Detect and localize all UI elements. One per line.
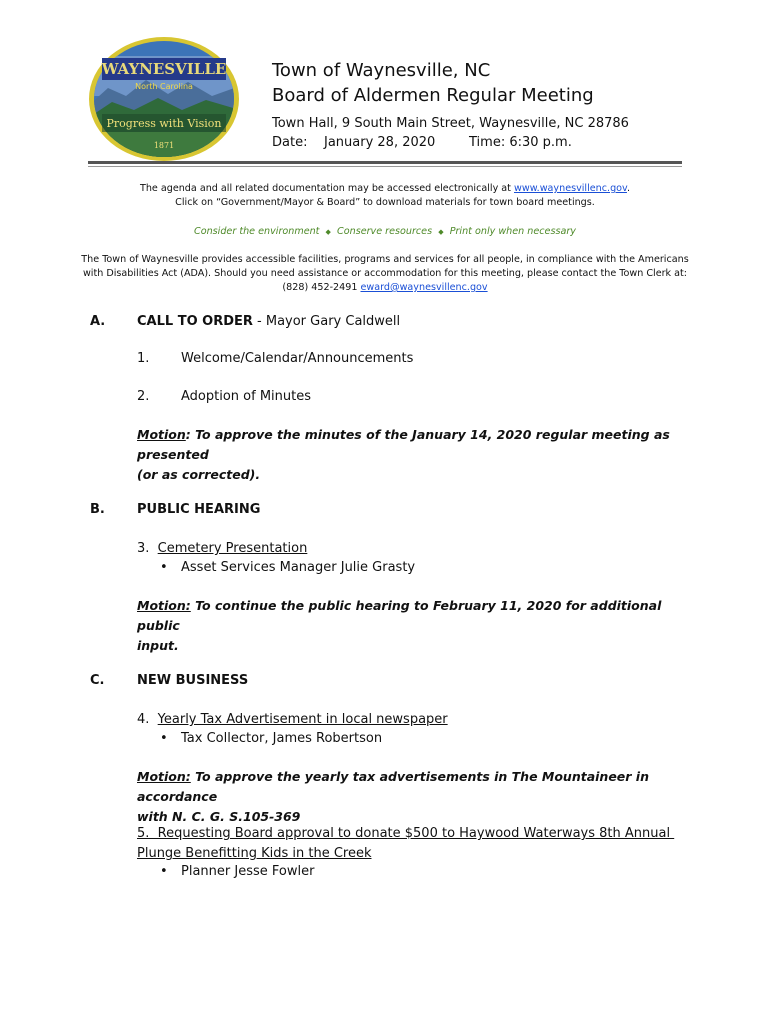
item-3-bullet-text: Asset Services Manager Julie Grasty: [181, 560, 416, 575]
item-4: [137, 710, 448, 730]
ada-line-2: with Disabilities Act (ADA). Should you need assistance or accommodation for this meeting, please contact the Town Clerk at:: [82, 268, 688, 279]
meeting-title: Board of Aldermen Regular Meeting: [272, 85, 594, 106]
section-c-title: NEW BUSINESS: [137, 673, 249, 688]
item-4-bullet-text: Tax Collector, James Robertson: [181, 731, 383, 746]
logo-state-text: North Carolina: [135, 82, 193, 91]
header-divider: [88, 161, 682, 164]
item-2-text: Adoption of Minutes: [181, 389, 311, 404]
logo-year-text: 1871: [153, 141, 175, 150]
bullet-icon: •: [160, 731, 168, 746]
item-5-line-1: 5. Requesting Board approval to donate $500 to Haywood Waterways 8th Annual: [137, 826, 675, 841]
item-5-bullet-text: Planner Jesse Fowler: [181, 864, 315, 879]
header-divider-thin: [88, 166, 682, 167]
item-5-bullet: [160, 862, 314, 882]
section-a-title-bold: CALL TO ORDER: [137, 314, 253, 329]
env-item-2: Conserve resources: [337, 226, 433, 237]
section-b-letter: B.: [90, 502, 105, 517]
item-1-number: 1.: [137, 351, 150, 366]
item-1-text: Welcome/Calendar/Announcements: [181, 351, 414, 366]
item-5: [137, 824, 697, 864]
item-5-line-2: Plunge Benefitting Kids in the Creek: [137, 846, 372, 861]
access-suffix: .: [626, 183, 631, 194]
logo-name-text: WAYNESVILLE: [101, 60, 227, 78]
date-value: January 28, 2020: [324, 135, 436, 150]
ada-notice: [60, 253, 710, 295]
town-seal-logo: [88, 36, 240, 162]
ada-contact: [60, 281, 710, 295]
bullet-icon: •: [160, 864, 168, 879]
logo-motto-text: Progress with Vision: [106, 117, 222, 130]
access-line-2: Click on “Government/Mayor & Board” to download materials for town board meetings.: [175, 197, 595, 208]
bullet-icon: •: [160, 560, 168, 575]
item-3-number: 3.: [137, 541, 158, 556]
access-prefix: The agenda and all related documentation may be accessed electronically at: [139, 183, 514, 194]
meeting-header: [272, 58, 702, 152]
motion-a-label: Motion: [137, 427, 186, 442]
item-2-number: 2.: [137, 389, 150, 404]
town-title: Town of Waynesville, NC: [272, 60, 491, 81]
motion-b-text: To continue the public hearing to February 11, 2020 for additional public: [137, 598, 662, 633]
date-label: Date:: [272, 135, 308, 150]
item-3-bullet: [160, 558, 415, 578]
item-4-number: 4.: [137, 712, 158, 727]
item-4-text: Yearly Tax Advertisement in local newspaper: [157, 712, 448, 727]
item-3: [137, 539, 307, 559]
website-link[interactable]: www.waynesvillenc.gov: [514, 183, 627, 194]
section-b-title: PUBLIC HEARING: [137, 502, 261, 517]
section-a-title: [137, 312, 400, 332]
clerk-email-link[interactable]: eward@waynesvillenc.gov: [360, 282, 488, 293]
clerk-phone: (828) 452-2491: [282, 282, 361, 293]
meeting-address: Town Hall, 9 South Main Street, Waynesville, NC 28786: [272, 116, 629, 131]
motion-a-text: : To approve the minutes of the January 14, 2020 regular meeting as presented: [137, 427, 670, 462]
motion-b-text-2: input.: [137, 638, 179, 653]
section-c-letter: C.: [90, 673, 105, 688]
motion-c-text-2: with N. C. G. S.105-369: [137, 809, 301, 824]
diamond-icon: ◆: [325, 228, 331, 236]
motion-c-text: To approve the yearly tax advertisements in The Mountaineer in accordance: [137, 769, 649, 804]
motion-c-label: Motion:: [137, 769, 191, 784]
item-3-text: Cemetery Presentation: [157, 541, 308, 556]
access-line-1: [60, 182, 710, 196]
motion-b-label: Motion:: [137, 598, 191, 613]
section-a-letter: A.: [90, 314, 106, 329]
ada-line-1: The Town of Waynesville provides accessible facilities, programs and services for all people, in compliance with the Americans: [81, 254, 689, 265]
item-4-bullet: [160, 729, 382, 749]
motion-a-text-2: (or as corrected).: [137, 467, 261, 482]
motion-c: [137, 767, 697, 827]
meeting-date-time: [272, 134, 702, 152]
environment-note: [60, 225, 710, 239]
env-item-3: Print only when necessary: [449, 226, 576, 237]
time-text: Time: 6:30 p.m.: [469, 135, 572, 150]
env-item-1: Consider the environment: [194, 226, 320, 237]
motion-a: [137, 425, 697, 485]
section-a-title-rest: - Mayor Gary Caldwell: [252, 314, 401, 329]
diamond-icon: ◆: [438, 228, 444, 236]
access-notice: [60, 182, 710, 210]
motion-b: [137, 596, 697, 656]
